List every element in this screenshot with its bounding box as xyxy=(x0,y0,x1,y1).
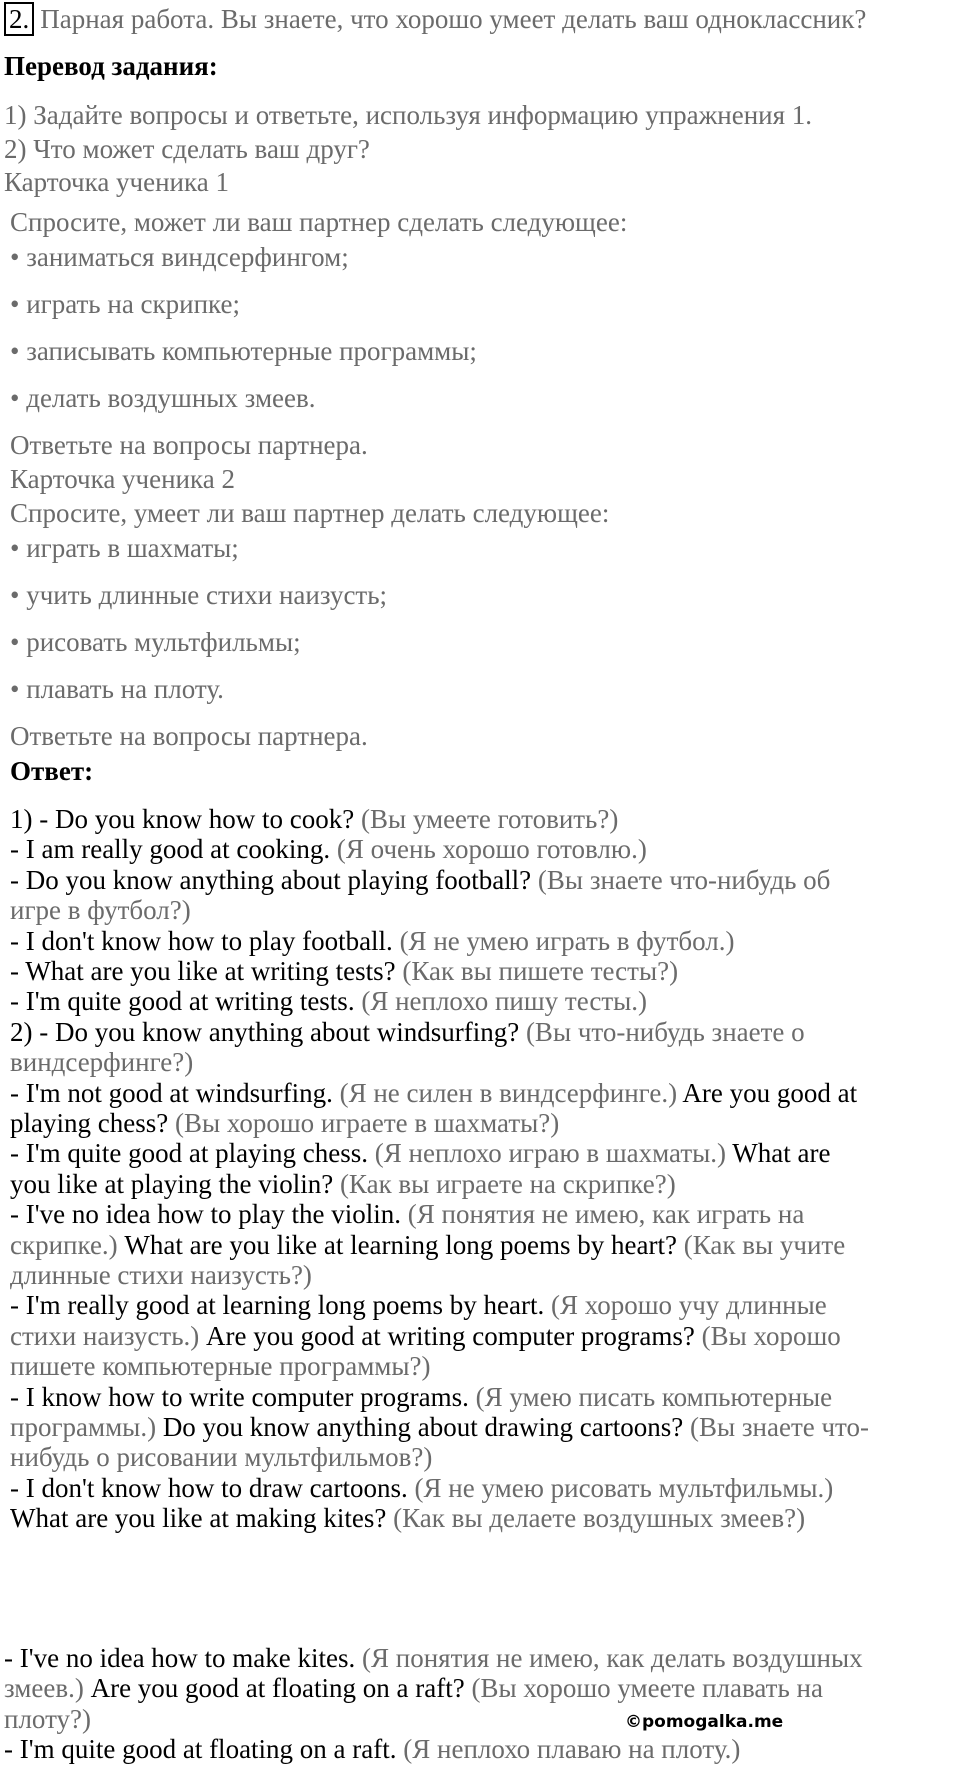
answer-line xyxy=(10,1076,857,1110)
answer-line xyxy=(10,1501,805,1535)
answer-line xyxy=(10,863,830,897)
card2-item: • играть в шахматы; xyxy=(10,533,239,563)
answer-english: - I've no idea how to make kites. xyxy=(4,1643,363,1673)
answer-english: - What are you like at writing tests? xyxy=(10,956,403,986)
answer-translation: плоту?) xyxy=(4,1703,91,1734)
card2-prompt: Спросите, умеет ли ваш партнер делать следующее: xyxy=(10,498,610,528)
answer-english: - Do you know anything about playing football? xyxy=(10,864,538,895)
answer-translation: стихи наизусть.) xyxy=(10,1320,207,1351)
answer-line xyxy=(10,954,678,988)
answer-english: - I'm not good at windsurfing. xyxy=(10,1077,340,1108)
answer-translation: (Вы знаете что- xyxy=(689,1412,869,1442)
answer-line xyxy=(10,1471,833,1505)
answer-translation: (Вы хорошо xyxy=(701,1320,841,1351)
answer-translation: программы.) xyxy=(10,1412,163,1442)
answer-translation: (Вы хорошо играете в шахматы?) xyxy=(174,1108,560,1138)
answer-line xyxy=(10,1045,193,1079)
card2-title: Карточка ученика 2 xyxy=(10,464,235,494)
answer-line xyxy=(10,924,735,958)
answer-translation: (Как вы пишете тесты?) xyxy=(402,956,679,986)
answer-line xyxy=(10,1136,830,1170)
card2-item: • плавать на плоту. xyxy=(10,674,224,704)
answer-english: What are xyxy=(732,1138,831,1169)
answer-heading: Ответ: xyxy=(10,756,94,786)
answer-translation: (Я неплохо играю в шахматы.) xyxy=(374,1138,733,1169)
answer-line xyxy=(10,1167,676,1201)
answer-line xyxy=(10,802,618,836)
answer-translation: скрипке.) xyxy=(10,1229,125,1260)
answer-line xyxy=(10,1015,805,1049)
answer-english: Are you good at floating on a raft? xyxy=(90,1673,472,1704)
answer-translation: (Я неплохо плаваю на плоту.) xyxy=(403,1734,741,1765)
card1-item: • заниматься виндсерфингом; xyxy=(10,242,349,272)
answer-line xyxy=(4,1702,91,1736)
translation-line: 1) Задайте вопросы и ответьте, используя информацию упражнения 1. xyxy=(4,100,813,130)
answer-line xyxy=(10,1349,431,1383)
answer-english: - I don't know how to draw cartoons. xyxy=(10,1472,415,1503)
answer-translation: (Я не умею играть в футбол.) xyxy=(399,925,735,956)
answer-translation: (Как вы делаете воздушных змеев?) xyxy=(393,1503,806,1534)
answer-translation: нибудь о рисовании мультфильмов?) xyxy=(10,1442,433,1473)
task-number: 2. xyxy=(4,2,34,36)
answer-translation: (Я неплохо пишу тесты.) xyxy=(361,986,648,1017)
answer-line xyxy=(10,1410,869,1444)
card1-item: • записывать компьютерные программы; xyxy=(10,336,477,366)
answer-line xyxy=(10,1380,832,1414)
answer-english: Are you good at writing computer programs? xyxy=(206,1320,702,1351)
answer-english: Do you know anything about drawing cartoons? xyxy=(162,1412,690,1442)
answer-translation: (Вы хорошо умеете плавать на xyxy=(471,1673,823,1704)
answer-line xyxy=(10,1197,804,1231)
task-title: Парная работа. Вы знаете, что хорошо умеет делать ваш одноклассник? xyxy=(40,4,867,34)
answer-english: What are you like at learning long poems by heart? xyxy=(124,1229,684,1260)
answer-line xyxy=(10,1228,845,1262)
answer-translation: (Я понятия не имею, как играть на xyxy=(407,1199,805,1230)
answer-english: - I'm quite good at floating on a raft. xyxy=(4,1734,404,1765)
answer-english: you like at playing the violin? xyxy=(10,1168,340,1199)
answer-translation: (Вы знаете что-нибудь об xyxy=(537,864,831,895)
answer-translation: игре в футбол?) xyxy=(10,895,191,926)
answer-english: - I am really good at cooking. xyxy=(10,834,337,865)
card1-answer-note: Ответьте на вопросы партнера. xyxy=(10,430,368,460)
answer-translation: пишете компьютерные программы?) xyxy=(10,1351,431,1382)
answer-translation: (Как вы играете на скрипке?) xyxy=(339,1168,676,1199)
answer-translation: (Я хорошо учу длинные xyxy=(550,1290,827,1321)
answer-line xyxy=(10,832,647,866)
answer-english: 1) - Do you know how to cook? xyxy=(10,804,361,834)
answer-english: - I know how to write computer programs. xyxy=(10,1381,476,1412)
answer-line xyxy=(4,1671,823,1705)
answer-line xyxy=(10,1319,841,1353)
answer-line xyxy=(10,1288,827,1322)
translation-heading: Перевод задания: xyxy=(4,51,218,81)
answer-translation: (Я не умею рисовать мультфильмы.) xyxy=(414,1472,834,1503)
card1-item: • играть на скрипке; xyxy=(10,289,240,319)
card2-answer-note: Ответьте на вопросы партнера. xyxy=(10,721,368,751)
answer-line xyxy=(10,1258,312,1292)
answer-translation: (Вы что-нибудь знаете о xyxy=(525,1016,805,1047)
answer-english: - I've no idea how to play the violin. xyxy=(10,1199,408,1230)
card1-item: • делать воздушных змеев. xyxy=(10,383,316,413)
answer-english: What are you like at making kites? xyxy=(10,1503,394,1534)
answer-english: 2) - Do you know anything about windsurfing? xyxy=(10,1016,526,1047)
answer-line xyxy=(10,984,647,1018)
answer-translation: (Я очень хорошо готовлю.) xyxy=(336,834,647,865)
answer-translation: виндсерфинге?) xyxy=(10,1047,194,1078)
answer-english: - I'm quite good at playing chess. xyxy=(10,1138,375,1169)
answer-english: - I don't know how to play football. xyxy=(10,925,400,956)
answer-translation: змеев.) xyxy=(4,1673,91,1704)
answer-line xyxy=(4,1732,740,1766)
answer-line xyxy=(4,1641,863,1675)
answer-english: Are you good at xyxy=(682,1077,858,1108)
answer-english: - I'm really good at learning long poems by heart. xyxy=(10,1290,551,1321)
card1-prompt: Спросите, может ли ваш партнер сделать следующее: xyxy=(10,207,628,237)
card2-item: • рисовать мультфильмы; xyxy=(10,627,301,657)
task-header xyxy=(4,2,866,36)
watermark: ©pomogalka.me xyxy=(625,1712,784,1732)
answer-line xyxy=(10,1106,559,1140)
card1-title: Карточка ученика 1 xyxy=(4,167,229,197)
answer-translation: (Я понятия не имею, как делать воздушных xyxy=(362,1643,863,1673)
answer-line xyxy=(10,1440,432,1474)
answer-english: - I'm quite good at writing tests. xyxy=(10,986,362,1017)
translation-line: 2) Что может сделать ваш друг? xyxy=(4,134,370,164)
answer-english: playing chess? xyxy=(10,1108,175,1138)
answer-translation: (Я не силен в виндсерфинге.) xyxy=(339,1077,683,1108)
answer-translation: (Вы умеете готовить?) xyxy=(360,804,619,834)
answer-line xyxy=(10,893,191,927)
answer-translation: (Как вы учите xyxy=(683,1229,846,1260)
card2-item: • учить длинные стихи наизусть; xyxy=(10,580,388,610)
answer-translation: длинные стихи наизусть?) xyxy=(10,1260,312,1290)
answer-translation: (Я умею писать компьютерные xyxy=(475,1381,833,1412)
